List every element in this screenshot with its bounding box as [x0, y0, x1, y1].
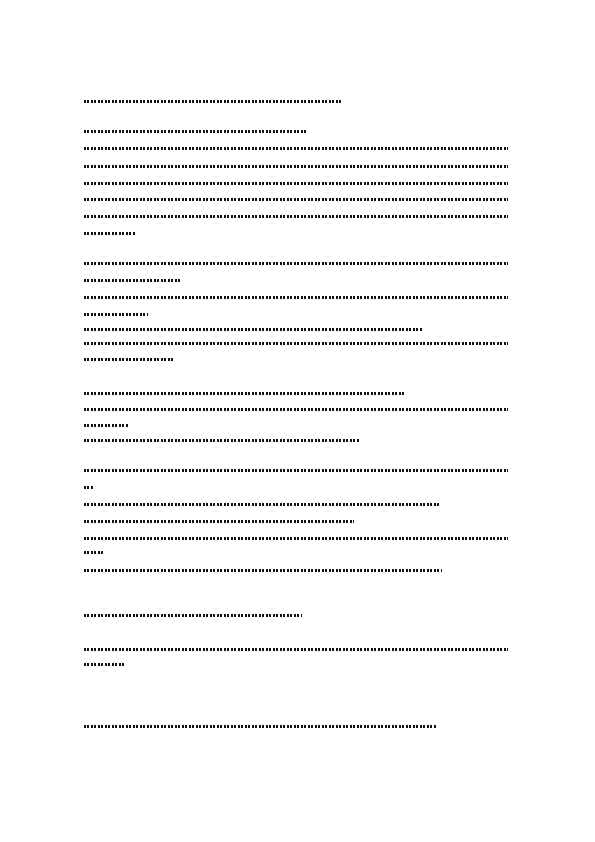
- paragraph-line: [84, 198, 508, 201]
- paragraph-line: [84, 262, 508, 265]
- paragraph-line: [84, 215, 508, 218]
- footer-line: [84, 725, 436, 728]
- paragraph-line: [84, 663, 124, 666]
- paragraph-line: [84, 424, 128, 427]
- section-heading: [84, 614, 302, 617]
- paragraph-line: [84, 537, 508, 540]
- paragraph-line: [84, 358, 174, 361]
- paragraph-line: [84, 408, 508, 411]
- paragraph-line: [84, 296, 508, 299]
- paragraph-line: [84, 232, 136, 235]
- paragraph-line: [84, 551, 104, 554]
- paragraph-line: [84, 147, 508, 150]
- paragraph-line: [84, 569, 442, 572]
- paragraph-line: [84, 520, 354, 523]
- paragraph-line: [84, 328, 422, 331]
- paragraph-line: [84, 486, 94, 489]
- paragraph-line: [84, 392, 406, 395]
- paragraph-line: [84, 165, 508, 168]
- paragraph-line: [84, 648, 508, 651]
- paragraph-line: [84, 469, 508, 472]
- section-heading: [84, 130, 306, 133]
- document-heading: [84, 100, 342, 103]
- paragraph-line: [84, 313, 148, 316]
- paragraph-line: [84, 503, 440, 506]
- paragraph-line: [84, 279, 182, 282]
- paragraph-line: [84, 342, 508, 345]
- paragraph-line: [84, 182, 508, 185]
- paragraph-line: [84, 439, 360, 442]
